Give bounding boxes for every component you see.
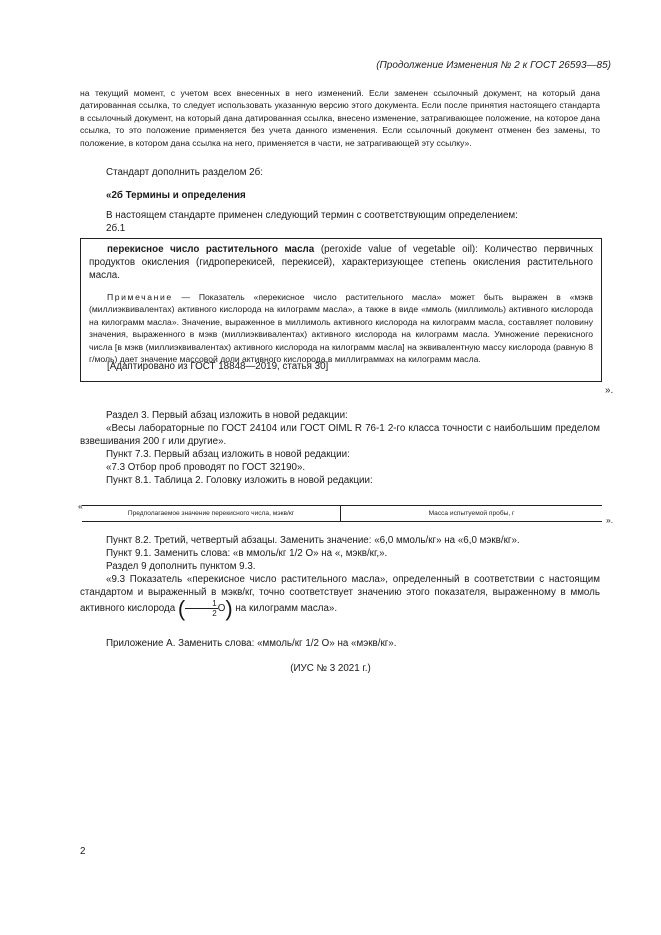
- note-label: Примечание: [107, 292, 173, 302]
- table-col-expected-value: Предполагаемое значение перекисного числа, мэкв/кг: [82, 506, 341, 521]
- formula-paren-right: ): [225, 596, 233, 621]
- change-line: Пункт 8.1. Таблица 2. Головку изложить в новой редакции:: [106, 475, 373, 486]
- table-col-sample-mass: Масса испытуемой пробы, г: [428, 510, 515, 517]
- intro-paragraph: на текущий момент, с учетом всех внесенных в него изменений. Если заменен ссылочный документ, на который дана датированная ссылка, то следует использовать указанную версию этого документа. Если после принятия настоящего стандарта в ссылочный документ, на который дана датированная ссылка, внесено изменение, затрагивающее положение, на которое дана ссылка, то это положение применяется без учета данного изменения. Если ссылочный документ отменен без замены, то положение, в котором дана ссылка на него, применяется в части, не затрагивающей эту ссылку».: [80, 88, 600, 148]
- term-name: перекисное число растительного масла: [107, 244, 315, 255]
- formula-tail: на килограмм масла».: [235, 603, 338, 615]
- section-lead: В настоящем стандарте применен следующий термин с соответствующим определением:: [106, 210, 518, 221]
- change-line: Пункт 9.1. Заменить слова: «в ммоль/кг 1/2 О» на «, мэкв/кг,».: [106, 548, 388, 559]
- term-note: [89, 291, 593, 365]
- term-box: [80, 238, 602, 382]
- section-title: «2б Термины и определения: [106, 190, 246, 201]
- changes-block: [80, 409, 600, 487]
- note-text: — Показатель «перекисное число растительного масла» может быть выражен в «мэкв (миллиэквивалентах) активного кислорода на килограмм масла», а также в виде «ммоль (миллимоль) активного кислорода на килограмм масла». Значение, выраженное в миллимоль активного кислорода на килограмм масла, составляет половину значения, выраженного в мэкв (миллиэквивалентах) активного кислорода на килограмм масла. Умножение перекисного числа [в мэкв (миллиэквивалентах) активного кислорода на килограмм масла] на эквивалентную массу кислорода (равную 8 г/моль) дает значение массовой доли активного кислорода в миллиграммах на килограмм масла.: [89, 292, 593, 365]
- ius-reference: (ИУС № 3 2021 г.): [290, 663, 371, 674]
- clause-number: 2б.1: [106, 223, 126, 234]
- section-add-instruction: Стандарт дополнить разделом 2б:: [106, 167, 263, 178]
- formula-denominator: 2: [212, 609, 217, 618]
- change-line: «7.3 Отбор проб проводят по ГОСТ 32190».: [106, 462, 306, 473]
- term-close-quote: ».: [605, 385, 614, 396]
- formula-fraction: [185, 599, 217, 618]
- change-line: Раздел 9 дополнить пунктом 9.3.: [106, 561, 256, 572]
- change-line: Пункт 8.2. Третий, четвертый абзацы. Заменить значение: «6,0 ммоль/кг» на «6,0 мэкв/кг».: [106, 535, 520, 546]
- running-header: (Продолжение Изменения № 2 к ГОСТ 26593—85): [376, 60, 611, 71]
- table-header: [82, 505, 602, 522]
- formula-symbol: O: [217, 603, 226, 615]
- term-source: [Адаптировано из ГОСТ 18848—2019, статья 30]: [107, 361, 329, 372]
- appendix-change: Приложение А. Заменить слова: «ммоль/кг 1/2 О» на «мэкв/кг».: [106, 638, 397, 649]
- table-close-quote: ».: [606, 515, 614, 525]
- changes-block-2: [80, 534, 600, 621]
- term-definition: [89, 243, 593, 282]
- formula-paren-left: (: [177, 596, 186, 621]
- change-line: Раздел 3. Первый абзац изложить в новой редакции:: [106, 410, 348, 421]
- change-line: Пункт 7.3. Первый абзац изложить в новой редакции:: [106, 449, 350, 460]
- formula-numerator: 1: [185, 599, 217, 609]
- change-line: [80, 573, 600, 621]
- change-line: «Весы лабораторные по ГОСТ 24104 или ГОСТ OIML R 76-1 2-го класса точности с наибольшим пределом взвешивания 200 г или другие».: [80, 423, 600, 447]
- change-text: «9.3 Показатель «перекисное число растительного масла», определенный в соответствии с настоящим стандартом и выраженный в мэкв/кг, точно соответствует значению этого показателя, выраженному в ммоль активного кислорода: [80, 574, 600, 615]
- table-open-quote: «: [78, 501, 83, 511]
- page-number: 2: [80, 846, 86, 857]
- term-definition-text: (peroxide value of vegetable oil): Количество первичных продуктов окисления (гидроперекисей, перекисей), характеризующее степень окисления растительного масла.: [89, 244, 593, 281]
